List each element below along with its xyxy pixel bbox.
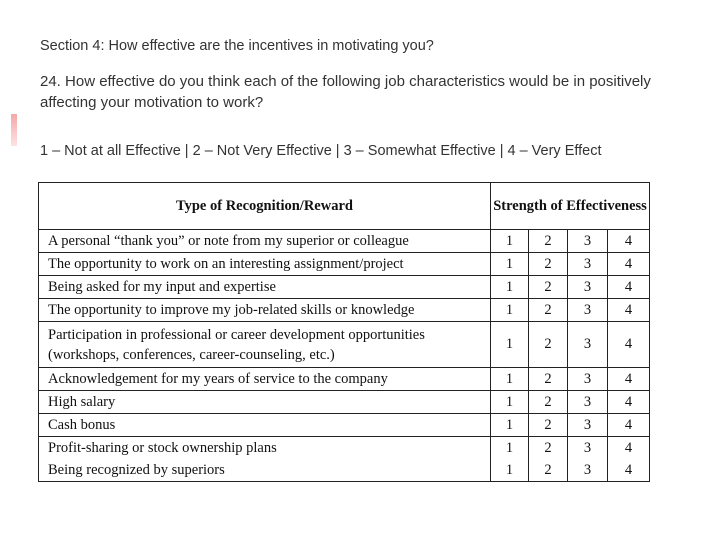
row-label: The opportunity to improve my job-related skills or knowledge bbox=[39, 299, 491, 322]
table-row bbox=[39, 459, 650, 482]
rating-option-4[interactable]: 4 bbox=[608, 368, 650, 391]
table-row bbox=[39, 299, 650, 322]
rating-option-1[interactable]: 1 bbox=[491, 414, 529, 437]
rating-option-3[interactable]: 3 bbox=[568, 391, 608, 414]
rating-option-3[interactable]: 3 bbox=[568, 459, 608, 482]
rating-option-4[interactable]: 4 bbox=[608, 253, 650, 276]
rating-option-3[interactable]: 3 bbox=[568, 299, 608, 322]
row-label: Being recognized by superiors bbox=[39, 459, 491, 482]
row-label: Participation in professional or career development opportunities (workshops, conferences, career-counseling, etc.) bbox=[39, 322, 491, 368]
section-title: Section 4: How effective are the incentives in motivating you? bbox=[40, 38, 434, 54]
rating-option-3[interactable]: 3 bbox=[568, 437, 608, 460]
rating-option-1[interactable]: 1 bbox=[491, 230, 529, 253]
rating-option-3[interactable]: 3 bbox=[568, 414, 608, 437]
rating-option-3[interactable]: 3 bbox=[568, 276, 608, 299]
column-header-strength: Strength of Effectiveness bbox=[491, 183, 650, 230]
table-row bbox=[39, 391, 650, 414]
rating-option-1[interactable]: 1 bbox=[491, 276, 529, 299]
rating-option-4[interactable]: 4 bbox=[608, 437, 650, 460]
row-label: High salary bbox=[39, 391, 491, 414]
rating-option-1[interactable]: 1 bbox=[491, 299, 529, 322]
row-label: A personal “thank you” or note from my superior or colleague bbox=[39, 230, 491, 253]
row-label: Acknowledgement for my years of service to the company bbox=[39, 368, 491, 391]
rating-option-1[interactable]: 1 bbox=[491, 322, 529, 368]
rating-option-4[interactable]: 4 bbox=[608, 276, 650, 299]
column-header-type: Type of Recognition/Reward bbox=[39, 183, 491, 230]
rating-option-1[interactable]: 1 bbox=[491, 368, 529, 391]
table-row bbox=[39, 322, 650, 368]
rating-option-1[interactable]: 1 bbox=[491, 437, 529, 460]
rating-option-1[interactable]: 1 bbox=[491, 459, 529, 482]
row-label: The opportunity to work on an interesting assignment/project bbox=[39, 253, 491, 276]
rating-option-2[interactable]: 2 bbox=[529, 391, 568, 414]
rating-option-1[interactable]: 1 bbox=[491, 253, 529, 276]
row-label: Profit-sharing or stock ownership plans bbox=[39, 437, 491, 460]
rating-option-2[interactable]: 2 bbox=[529, 276, 568, 299]
rating-option-4[interactable]: 4 bbox=[608, 299, 650, 322]
rating-option-2[interactable]: 2 bbox=[529, 322, 568, 368]
rating-option-4[interactable]: 4 bbox=[608, 322, 650, 368]
table-row bbox=[39, 368, 650, 391]
rating-option-3[interactable]: 3 bbox=[568, 253, 608, 276]
rating-option-2[interactable]: 2 bbox=[529, 414, 568, 437]
rating-option-2[interactable]: 2 bbox=[529, 437, 568, 460]
rating-option-2[interactable]: 2 bbox=[529, 368, 568, 391]
rating-option-3[interactable]: 3 bbox=[568, 368, 608, 391]
table-row bbox=[39, 276, 650, 299]
rating-option-4[interactable]: 4 bbox=[608, 414, 650, 437]
question-text: 24. How effective do you think each of the following job characteristics would be in positively affecting your motivation to work? bbox=[40, 73, 651, 111]
rating-option-3[interactable]: 3 bbox=[568, 230, 608, 253]
row-label: Cash bonus bbox=[39, 414, 491, 437]
rating-option-3[interactable]: 3 bbox=[568, 322, 608, 368]
rating-option-2[interactable]: 2 bbox=[529, 459, 568, 482]
rating-option-2[interactable]: 2 bbox=[529, 253, 568, 276]
rating-option-2[interactable]: 2 bbox=[529, 230, 568, 253]
table-row bbox=[39, 253, 650, 276]
row-label: Being asked for my input and expertise bbox=[39, 276, 491, 299]
slide-accent-mark bbox=[11, 114, 17, 146]
rating-option-2[interactable]: 2 bbox=[529, 299, 568, 322]
table-row bbox=[39, 230, 650, 253]
table-row bbox=[39, 437, 650, 460]
rating-option-4[interactable]: 4 bbox=[608, 230, 650, 253]
recognition-table bbox=[38, 182, 650, 486]
rating-option-4[interactable]: 4 bbox=[608, 391, 650, 414]
rating-option-4[interactable]: 4 bbox=[608, 459, 650, 482]
table-row bbox=[39, 414, 650, 437]
rating-option-1[interactable]: 1 bbox=[491, 391, 529, 414]
rating-scale-legend: 1 – Not at all Effective | 2 – Not Very Effective | 3 – Somewhat Effective | 4 – Very Effect bbox=[40, 143, 602, 159]
